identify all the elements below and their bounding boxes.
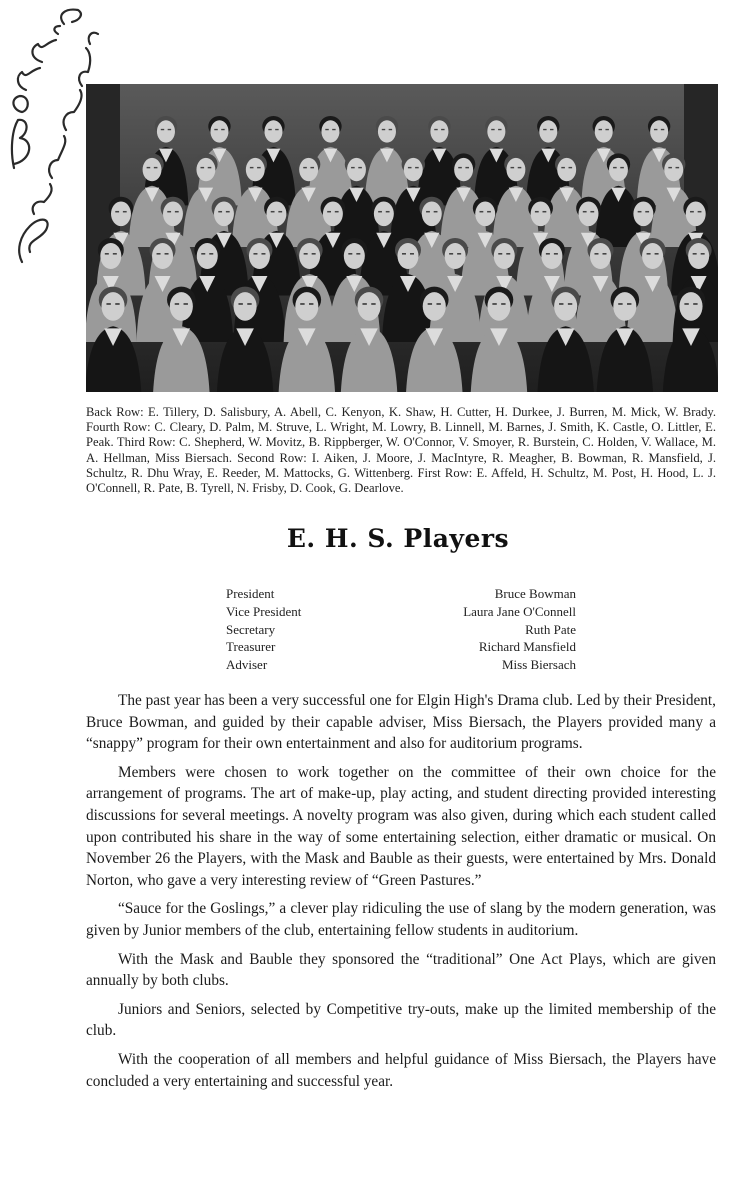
officers-list: [226, 585, 576, 674]
article-paragraph: The past year has been a very successful one for Elgin High's Drama club. Led by their President, Bruce Bowman, and guided by their capable adviser, Miss Biersach, the Players provided many a “snappy” program for their own entertainment and also for auditorium programs.: [86, 692, 716, 753]
club-group-photo: [86, 84, 718, 392]
article-paragraph: Members were chosen to work together on the committee of their own choice for the arrangement of programs. The art of make-up, play acting, and student directing provided interesting discussions for several meetings. A novelty program was also given, during which each student called upon contributed his share in the way of some entertaining selection, either dramatic or musical. On November 26 the Players, with the Mask and Bauble as their guests, were entertained by Mrs. Donald Norton, who gave a very interesting review of “Green Pastures.”: [86, 763, 716, 889]
officer-name: Laura Jane O'Connell: [463, 603, 576, 619]
officer-name: Bruce Bowman: [494, 586, 576, 601]
officer-role: President: [226, 586, 275, 601]
officer-row: [226, 603, 576, 621]
page-title: E. H. S. Players: [286, 524, 510, 553]
officer-row: [226, 638, 576, 656]
photo-caption: Back Row: E. Tillery, D. Salisbury, A. Abell, C. Kenyon, K. Shaw, H. Cutter, H. Durkee, J. Burren, M. Mick, W. Brady. Fourth Row: C. Cleary, D. Palm, M. Struve, L. Wright, M. Lowry, B. Linnell, M. Barnes, J. Smith, K. Castle, O. Littler, E. Peak. Third Row: C. Shepherd, W. Movitz, B. Rippberger, W. O'Connor, V. Smoyer, R. Burstein, C. Holden, V. Wallace, M. A. Hellman, Miss Biersach. Second Row: I. Aiken, J. Moore, J. MacIntyre, R. Meagher, B. Bowman, R. Mansfield, J. Schultz, R. Dhu Wray, E. Reeder, M. Mattocks, G. Wittenberg. First Row: E. Affeld, H. Schultz, M. Post, H. Hood, L. J. O'Connell, R. Pate, B. Tyrell, N. Frisby, D. Cook, G. Dearlove.: [86, 405, 716, 496]
article-paragraph: Juniors and Seniors, selected by Competitive try-outs, make up the limited membership of the club.: [86, 1000, 716, 1040]
officer-role: Vice President: [226, 603, 302, 619]
officer-role: Adviser: [226, 657, 268, 673]
officer-role: Secretary: [226, 621, 276, 637]
officer-name: Miss Biersach: [501, 657, 576, 673]
article-paragraph: With the cooperation of all members and helpful guidance of Miss Biersach, the Players have concluded a very entertaining and successful year.: [86, 1050, 716, 1090]
officer-row: [226, 585, 576, 603]
article-paragraph: With the Mask and Bauble they sponsored the “traditional” One Act Plays, which are given annually by both clubs.: [86, 950, 716, 990]
officer-role: Treasurer: [226, 639, 276, 655]
article-body: [86, 690, 716, 1099]
officer-row: [226, 656, 576, 674]
officer-name: Ruth Pate: [525, 621, 576, 637]
officer-name: Richard Mansfield: [478, 639, 576, 655]
officer-row: [226, 621, 576, 639]
article-paragraph: “Sauce for the Goslings,” a clever play ridiculing the use of slang by the modern generation, was given by Junior members of the club, entertaining fellow students in auditorium.: [86, 900, 716, 939]
